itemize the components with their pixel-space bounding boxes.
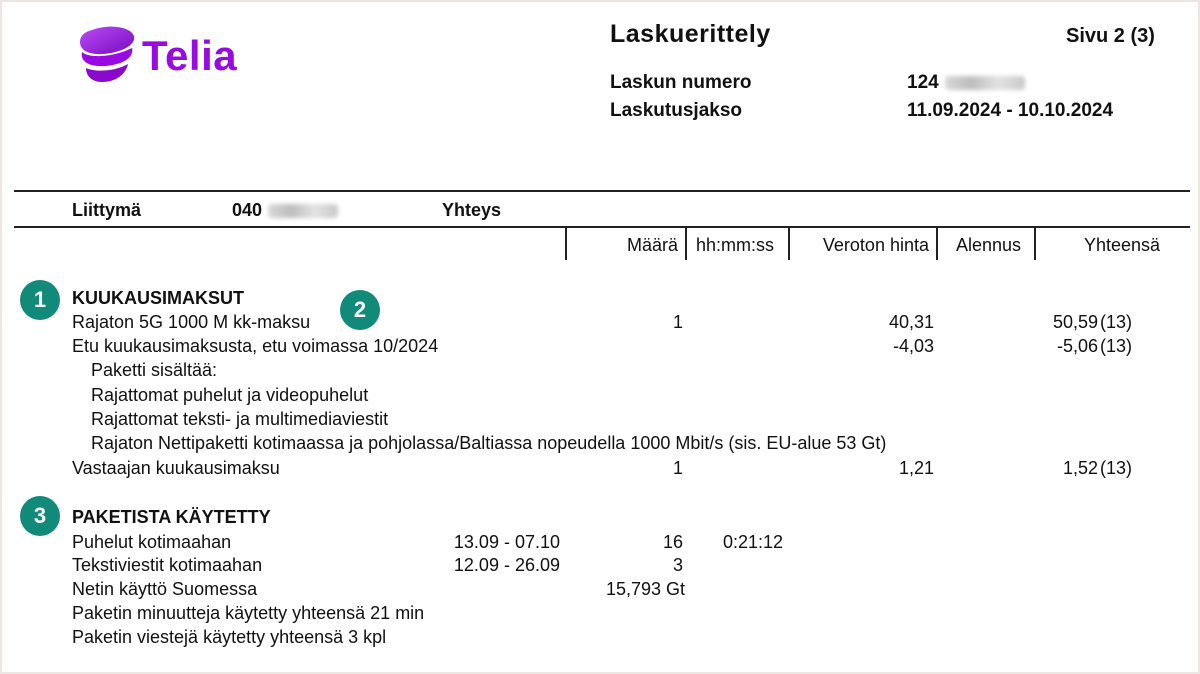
telia-pebble-icon xyxy=(74,24,138,88)
row-voicemail-price: 1,21 xyxy=(898,458,934,478)
divider-subscription xyxy=(14,226,1190,228)
col-header-price: Veroton hinta xyxy=(822,235,929,255)
divider-top xyxy=(14,190,1190,192)
redacted-subscription-number xyxy=(268,204,338,218)
row-discount-name: Etu kuukausimaksusta, etu voimassa 10/2024 xyxy=(72,336,439,356)
row-voicemail-name: Vastaajan kuukausimaksu xyxy=(72,458,280,478)
col-header-total: Yhteensä xyxy=(1083,235,1160,255)
document-title: Laskuerittely xyxy=(610,20,771,48)
usage-row-duration: 0:21:12 xyxy=(723,532,784,552)
row-plan-price: 40,31 xyxy=(888,312,934,332)
section-heading-monthly: KUUKAUSIMAKSUT xyxy=(72,288,244,308)
package-item: Rajattomat teksti- ja multimediaviestit xyxy=(91,409,389,429)
invoice-number-label: Laskun numero xyxy=(610,72,752,93)
usage-row-dates: 13.09 - 07.10 xyxy=(453,532,560,552)
usage-row-dates: 12.09 - 26.09 xyxy=(453,555,560,575)
usage-row-amount: 3 xyxy=(672,555,683,575)
row-voicemail-total: 1,52 xyxy=(1062,458,1098,478)
invoice-number-value xyxy=(907,72,1025,94)
usage-row-amount: 15,793 Gt xyxy=(605,579,685,599)
page-number: Sivu 2 (3) xyxy=(1066,25,1155,47)
col-header-amount: Määrä xyxy=(626,235,678,255)
row-plan-name: Rajaton 5G 1000 M kk-maksu xyxy=(72,312,311,332)
usage-row-name: Netin käyttö Suomessa xyxy=(72,579,258,599)
row-discount-price: -4,03 xyxy=(892,336,934,356)
package-item: Rajattomat puhelut ja videopuhelut xyxy=(91,385,369,405)
usage-row-amount: 16 xyxy=(662,532,683,552)
usage-row-name: Puhelut kotimaahan xyxy=(72,532,232,552)
usage-summary: Paketin minuutteja käytetty yhteensä 21 min xyxy=(72,603,425,623)
marker-3: 3 xyxy=(20,496,60,536)
row-voicemail-amount: 1 xyxy=(672,458,683,478)
connection-label: Yhteys xyxy=(442,200,502,220)
invoice-number-visible: 124 xyxy=(907,72,939,93)
row-plan-amount: 1 xyxy=(672,312,683,332)
brand-name: Telia xyxy=(142,32,238,79)
subscription-number-visible: 040 xyxy=(232,200,263,220)
package-item: Rajaton Nettipaketti kotimaassa ja pohjolassa/Baltiassa nopeudella 1000 Mbit/s (sis. EU-alue 53 Gt) xyxy=(91,433,887,453)
usage-summary: Paketin viestejä käytetty yhteensä 3 kpl xyxy=(72,627,387,647)
col-sep-2 xyxy=(685,228,687,260)
redacted-invoice-number xyxy=(945,76,1025,90)
col-header-duration: hh:mm:ss xyxy=(696,235,775,255)
row-plan-vat: (13) xyxy=(1100,312,1133,332)
section-heading-usage: PAKETISTA KÄYTETTY xyxy=(72,507,271,527)
row-discount-vat: (13) xyxy=(1100,336,1133,356)
row-voicemail-vat: (13) xyxy=(1100,458,1133,478)
package-heading: Paketti sisältää: xyxy=(91,360,218,380)
billing-period-value: 11.09.2024 - 10.10.2024 xyxy=(907,100,1114,121)
marker-1: 1 xyxy=(20,280,60,320)
col-sep-4 xyxy=(936,228,938,260)
subscription-label: Liittymä xyxy=(72,200,142,220)
row-discount-total: -5,06 xyxy=(1056,336,1098,356)
marker-2: 2 xyxy=(340,290,380,330)
col-header-discount: Alennus xyxy=(956,235,1022,255)
usage-row-name: Tekstiviestit kotimaahan xyxy=(72,555,263,575)
billing-period-label: Laskutusjakso xyxy=(610,100,742,121)
row-plan-total: 50,59 xyxy=(1052,312,1098,332)
subscription-number xyxy=(232,200,338,221)
